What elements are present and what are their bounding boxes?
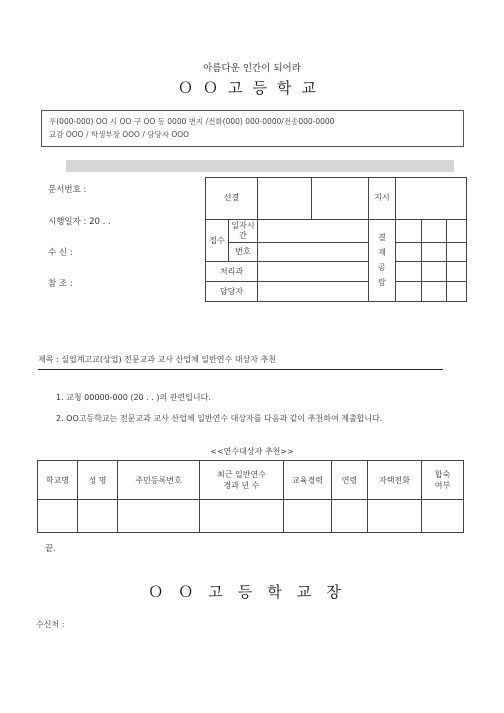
school-name-title: ＯＯ고등학교 [178,79,326,97]
subject-underline [38,369,443,370]
approval-number: 번호 [229,242,258,262]
approval-cell [396,262,422,282]
approval-datetime: 일자시 간 [229,219,258,242]
approval-cell [422,262,447,282]
header-experience: 최근 일반연수 경과 년 수 [200,461,284,500]
approval-jeopsu: 접수 [206,219,229,262]
approval-cell [258,262,369,282]
approval-cell [312,178,369,220]
header-school: 학교명 [38,461,78,500]
table-cell [38,500,78,533]
table-cell [118,500,200,533]
table-cell [422,500,464,533]
approval-kyeoljae: 결 재 공 람 [369,219,396,301]
reference-field-label: 참 조 : [48,279,73,289]
nominee-table [37,460,464,533]
table-cell [368,500,422,533]
approval-cell [447,262,467,282]
approval-table [205,177,467,302]
header-phone: 자택전화 [368,461,422,500]
address-box [41,110,464,147]
recipient-field-label: 수 신 : [48,248,73,258]
header-pass: 합숙 여부 [422,461,464,500]
doc-number-label: 문서번호 : [48,185,87,195]
approval-cell [422,242,447,262]
header-education: 교육경력 [284,461,332,500]
document-subject: 제목 : 실업계고교(상업) 전문교과 교사 산업체 일반연수 대상자 추천 [38,355,276,364]
approval-cell [258,282,369,302]
header-rrn: 주민등록번호 [118,461,200,500]
approval-jisi: 지시 [369,178,396,220]
approval-cell [396,219,422,242]
nominee-list-caption: <<연수대상자 추천>> [210,447,294,456]
body-line-1: 1. 교청 00000-000 (20 . . )의 관련입니다. [56,393,211,402]
recipient-list-label: 수신처 : [36,620,65,629]
approval-cell [396,242,422,262]
approval-seongyeol: 선결 [206,178,258,220]
table-cell [332,500,368,533]
table-cell [284,500,332,533]
approval-cell [447,242,467,262]
table-cell [78,500,118,533]
header-name: 성 명 [78,461,118,500]
approval-cell [258,219,369,242]
separator-bar [66,160,454,172]
approval-cell [258,242,369,262]
approval-cell [258,178,312,220]
approval-cell [396,282,422,302]
school-motto: 아름다운 인간이 되어라 [203,63,301,74]
principal-title: ＯＯ고등학교장 [148,583,356,601]
header-age: 연령 [332,461,368,500]
staff-line: 교감 OOO / 학생부장 OOO / 담당자 OOO [49,130,190,139]
approval-manager: 담당자 [206,282,258,302]
body-line-2: 2. OO고등학교는 전문교과 교사 산업체 일반연수 대상자를 다음과 같이 추천하여 제출합니다. [56,414,383,423]
approval-cell [447,282,467,302]
approval-cell [422,219,447,242]
table-cell [200,500,284,533]
approval-cell [396,178,467,220]
end-mark: 끝. [45,544,56,554]
date-label: 시행일자 : 20 . . [48,217,111,227]
approval-cell [447,219,467,242]
approval-cell [422,282,447,302]
approval-processing: 처리과 [206,262,258,282]
address-line: 우(000-000) OO 시 OO 구 OO 동 0000 번지 /전화(000) 000-0000/전송000-0000 [49,117,335,126]
